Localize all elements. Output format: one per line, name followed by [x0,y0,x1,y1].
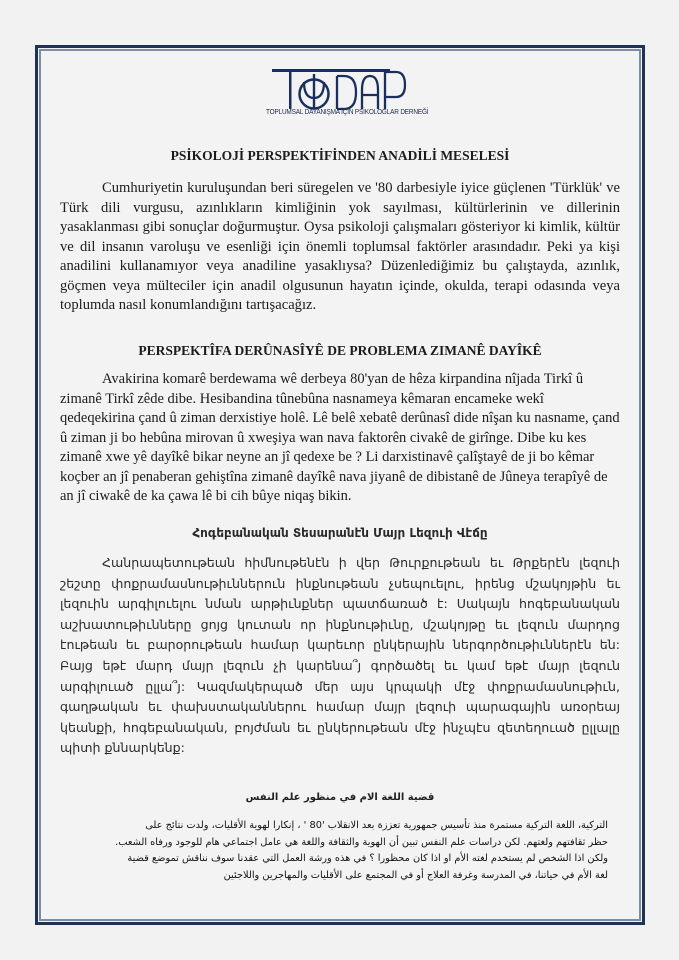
arabic-line: ولكن اذا الشخص لم يستخدم لغته الأم او اذا كان محظورا ؟ في هذه ورشة العمل التي عقدنا سوف نناقش تموضع قضية [127,853,608,864]
section-title-turkish: PSİKOLOJİ PERSPEKTİFİNDEN ANADİLİ MESELESİ [170,148,510,163]
section-title-arabic: قضية اللغة الام في منظور علم النفس [245,792,435,803]
paragraph-arabic [92,818,608,884]
paragraph-armenian: Հանրապետութեան հիմնութենէն ի վեր Թուրքութեան եւ Թրքերէն լեզուի շեշտը փոքրամասնութիւններուն ինքնութեան չսեպուելու, իրենց մշակոյթին եւ լեզուին արգիլուելու նման արթիւնքներ պատճառած է: Սակայն հոգեբանական աշխատութիւնները ցոյց կուտան որ ինքնութիւնը, մշակոյթը եւ լեզուն մարդոց էութեան եւ բարօրութեան համար կարեւոր ընկերային ներգործութիւններէն են: Բայց եթէ մարդ մայր լեզուն չի կարենա՞յ գործածել եւ կամ եթէ մայր լեզուն արգիլուած ըլլա՞յ: Կազմակերպած մեր այս կրպակի մէջ փոքրամասնութիւն, գաղթական եւ փախստականներու համար մայր լեզուի պարագային առօրեայ կեանքի, հոգեբանական, բոյժման եւ ընկերութեան մէջ ինչպէս զետեղուած ըլլալը պիտի քննարկենք: [60,555,620,756]
section-armenian-body [60,553,620,759]
section-turkish [60,148,620,164]
arabic-line: التركية، اللغة التركية مستمرة منذ تأسيس جمهورية تعززة بعد الانقلاب '80 ' ، إنكارا لهوية الأقليات، ولدت نتائج على [145,820,608,831]
logo-wordmark-icon [270,68,430,113]
arabic-line: حظر ثقافتهم ولغتهم. لكن دراسات علم النفس تبين أن الهوية والثقافة واللغة هي عامل اجتماعي هام للوجود ورفاه الشعب. [115,836,608,848]
logo-subtitle: TOPLUMSAL DAYANIŞMA İÇİN PSİKOLOGLAR DERNEĞİ [266,109,429,116]
paragraph-turkish: Cumhuriyetin kuruluşundan beri süregelen ve '80 darbesiyle iyice güçlenen 'Türklük' ve Türk dili vurgusu, azınlıkların kimliğinin yok sayılması, kültürlerinin ve dillerinin yasaklanması gibi sonuçlar doğurmuştur. Oysa psikoloji çalışmaları gösteriyor ki kimlik, kültür ve dil insanın varoluşu ve esenliği için önemli toplumsal faktörler arasındadır. Peki ya kişi anadilini kullanamıyor veya anadiline yasaklıysa? Düzenlediğimiz bu çalıştayda, azınlık, göçmen veya mülteciler için anadil olgusunun hayatın içinde, okulda, terapi odasında veya toplumda nasıl konumlandığını tartışacağız. [60,180,620,313]
section-turkish-body [60,179,620,316]
section-armenian [60,526,620,540]
arabic-line: لغة الأم في حياتنا، في المدرسة وغرفة العلاج أو في المجتمع على الأقليات والمهاجرين واللاجئين [223,869,608,881]
section-arabic-body [92,818,608,884]
section-title-kurdish: PERSPEKTÎFA DERÛNASÎYÊ DE PROBLEMA ZIMANÊ DAYÎKÊ [138,343,542,358]
section-kurdish [60,343,620,359]
section-title-armenian: Հոգեբանական Տեսարանէն Մայր Լեզուի Վէճը [192,526,488,540]
section-kurdish-body [60,370,620,507]
paragraph-kurdish: Avakirina komarê berdewama wê derbeya 80'yan de hêza kirpandina nîjada Tirkî û zimanê Tirkî zêde dibe. Hesibandina tûnebûna nasnameya kêmaran encameke wekî qedeqekirina çand û ziman derxistiye holê. Lê belê xebatê derûnasî dide nîşan ku nasname, çand û ziman ji bo hebûna mirovan û xweşiya wan nava faktorên civakê de girînge. Dibe ku kes zimanê xwe yê dayîkê bikar neyne an jî qedexe be ? Li darxistinavê çalîştayê de ji bo kêmar koçber an jî penaberan gehiştîna zimanê dayîkê nava jiyanê de dibistanê de Jûneya terapîyê de an jî ciwakê de ka çawa lê bi cih bûye niqaş bikin. [60,371,620,504]
section-arabic [60,792,620,803]
todap-logo [270,68,430,138]
